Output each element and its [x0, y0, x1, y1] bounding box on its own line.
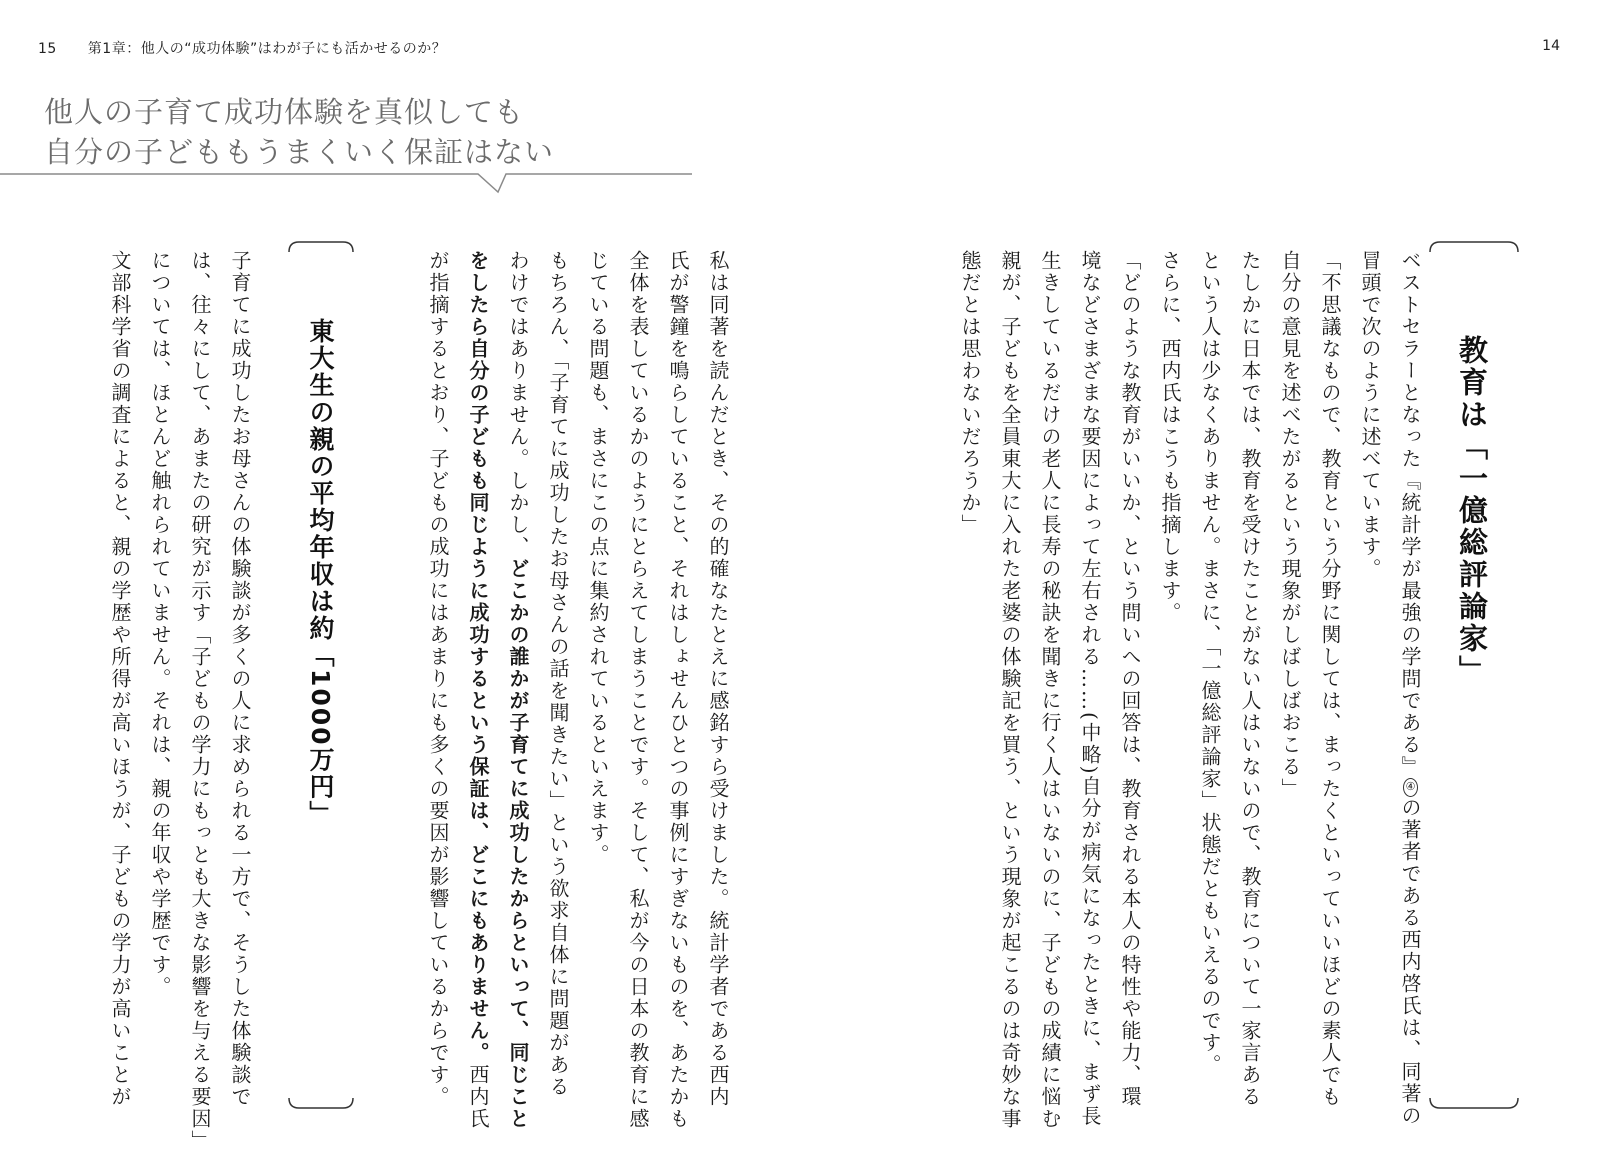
body-line: 冒頭で次のように述べています。 [1358, 250, 1382, 580]
body-line: については、ほとんど触れられていません。それは、親の年収や学歴です。 [148, 250, 172, 998]
left-page-body-1 [418, 250, 738, 1130]
chapter-title: 第1章：他人の“成功体験”はわが子にも活かせるのか？ [87, 41, 447, 57]
emphasis-text: をしたら自分の子どもも同じように成功するという保証は、どこにもありません。 [466, 250, 490, 1064]
emphasis-text: どこかの誰かが子育てに成功したからといって、同じこと [506, 558, 530, 1130]
body-line: 文部科学省の調査によると、親の学歴や所得が高いほうが、子どもの学力が高いことが [108, 250, 132, 1108]
body-line: じている問題も、まさにこの点に集約されているといえます。 [586, 250, 610, 866]
left-page-number: 15 [38, 41, 57, 57]
section-title-left: 東大生の親の平均年収は約「1000万円」 [306, 318, 335, 828]
bracket-top [287, 240, 355, 254]
footnote-ref: ④ [1404, 780, 1417, 795]
bracket-bottom [287, 1096, 355, 1110]
bracket-bottom [1428, 1096, 1520, 1110]
body-line: もちろん、「子育てに成功したお母さんの話を聞きたい」という欲求自体に問題がある [546, 250, 570, 1098]
body-line: 親が、子どもを全員東大に入れた老婆の体験記を買う、という現象が起こるのは奇妙な事 [998, 250, 1022, 1130]
bracket-top [1428, 240, 1520, 254]
left-page-body-2 [100, 250, 260, 1152]
body-line: 子育てに成功したお母さんの体験談が多くの人に求められる一方で、そうした体験談で [228, 250, 252, 1108]
body-line: 自分の意見を述べたがるという現象がしばしばおこる」 [1278, 250, 1302, 800]
body-line: 「どのような教育がいいか、という問いへの回答は、教育される本人の特性や能力、環 [1118, 250, 1142, 1108]
body-line: 氏が警鐘を鳴らしていること、それはしょせんひとつの事例にすぎないものを、あたかも [666, 250, 690, 1130]
body-line: 態だとは思わないだろうか」 [958, 250, 982, 536]
body-line: わけではありません。しかし、どこかの誰かが子育てに成功したからといって、同じこと [506, 250, 530, 1130]
right-page-number: 14 [1542, 38, 1560, 54]
body-line: は、往々にして、あまたの研究が示す「子どもの学力にもっとも大きな影響を与える要因」 [188, 250, 212, 1152]
speech-bubble-rule [0, 168, 692, 198]
body-line: という人は少なくありません。まさに、「一億総評論家」状態だともいえるのです。 [1198, 250, 1222, 1076]
headline-line-1: 他人の子育て成功体験を真似しても [44, 95, 525, 129]
body-line: をしたら自分の子どもも同じように成功するという保証は、どこにもありません。西内氏 [466, 250, 490, 1130]
headline [44, 92, 554, 172]
body-line: 全体を表しているかのようにとらえてしまうことです。そして、私が今の日本の教育に感 [626, 250, 650, 1130]
body-line: ベストセラーとなった『統計学が最強の学問である』④の著者である西内啓氏は、同著の [1398, 250, 1422, 1127]
body-line: さらに、西内氏はこうも指摘します。 [1158, 250, 1182, 624]
body-line: が指摘するとおり、子どもの成功にはあまりにも多くの要因が影響しているからです。 [426, 250, 450, 1108]
body-line: たしかに日本では、教育を受けたことがない人はいないので、教育について一家言ある [1238, 250, 1262, 1108]
section-title-right: 教育は「一億総評論家」 [1455, 335, 1489, 687]
body-line: 境などさまざまな要因によって左右される……(中略)自分が病気になったときに、まず長 [1078, 250, 1102, 1128]
headline-line-2: 自分の子どももうまくいく保証はない [44, 135, 555, 169]
body-line: 生きしているだけの老人に長寿の秘訣を聞きに行く人はいないのに、子どもの成績に悩む [1038, 250, 1062, 1130]
running-header [38, 38, 446, 58]
body-line: 「不思議なもので、教育という分野に関しては、まったくといっていいほどの素人でも [1318, 250, 1342, 1108]
right-page-body [950, 250, 1430, 1130]
body-line: 私は同著を読んだとき、その的確なたとえに感銘すら受けました。統計学者である西内 [706, 250, 730, 1108]
